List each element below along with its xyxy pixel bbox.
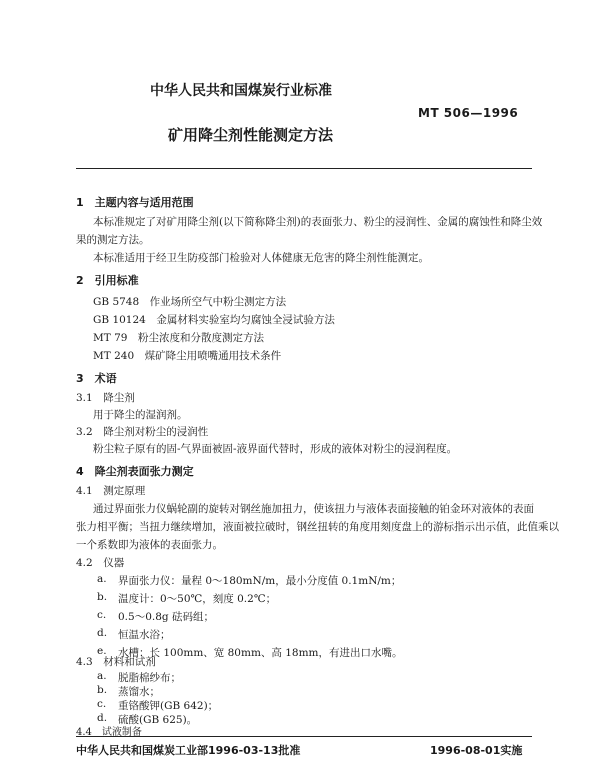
section-2-heading: 2 引用标准 — [76, 274, 139, 287]
header-divider — [76, 168, 532, 169]
list-item: 界面张力仪：量程 0～180mN/m，最小分度值 0.1mN/m； — [118, 575, 402, 587]
list-item: 0.5～0.8g 砝码组； — [118, 611, 214, 623]
section-4-1-heading: 4.1 测定原理 — [76, 485, 146, 497]
list-item: 蒸馏水； — [118, 686, 160, 698]
section-4-4-heading: 4.4 试液制备 — [76, 727, 142, 738]
list-item-label: d. — [97, 627, 108, 639]
section-3-1-text: 用于降尘的湿润剂。 — [93, 409, 188, 421]
section-3-1-heading: 3.1 降尘剂 — [76, 392, 135, 404]
implementation-date: 1996-08-01实施 — [430, 744, 523, 757]
section-1-heading: 1 主题内容与适用范围 — [76, 196, 194, 209]
document-title: 矿用降尘剂性能测定方法 — [168, 126, 334, 144]
section-1-paragraph-2: 本标准适用于经卫生防疫部门检验对人体健康无危害的降尘剂性能测定。 — [93, 252, 429, 264]
reference-item: MT 79 粉尘浓度和分散度测定方法 — [93, 332, 264, 344]
section-1-paragraph-1b: 果的测定方法。 — [76, 234, 150, 246]
list-item-label: b. — [97, 684, 108, 696]
list-item-label: a. — [97, 670, 107, 682]
footer-divider — [76, 736, 532, 737]
reference-item: GB 5748 作业场所空气中粉尘测定方法 — [93, 296, 287, 308]
section-3-2-text: 粉尘粒子原有的固-气界面被固-液界面代替时，形成的液体对粉尘的浸润程度。 — [93, 443, 458, 455]
reference-item: GB 10124 金属材料实验室均匀腐蚀全浸试验方法 — [93, 314, 335, 326]
section-3-2-heading: 3.2 降尘剂对粉尘的浸润性 — [76, 426, 209, 438]
list-item-label: c. — [97, 698, 107, 710]
section-4-3-heading: 4.3 材料和试剂 — [76, 656, 156, 668]
list-item: 重铬酸钾(GB 642)； — [118, 700, 219, 712]
section-4-1-paragraph-line-1: 通过界面张力仪蜗轮副的旋转对钢丝施加扭力，使该扭力与液体表面接触的铂金环对液体的表面 — [93, 503, 534, 515]
section-4-heading: 4 降尘剂表面张力测定 — [76, 465, 194, 478]
section-4-1-paragraph-line-2: 张力相平衡；当扭力继续增加，液面被拉破时，钢丝扭转的角度用刻度盘上的游标指示出示值，此值乘以 — [76, 521, 559, 533]
reference-item: MT 240 煤矿降尘用喷嘴通用技术条件 — [93, 350, 282, 362]
list-item: 水槽：长 100mm、宽 80mm、高 18mm，有进出口水嘴。 — [118, 647, 403, 659]
list-item: 硫酸(GB 625)。 — [118, 714, 198, 726]
approval-statement: 中华人民共和国煤炭工业部1996-03-13批准 — [76, 744, 301, 757]
list-item: 脱脂棉纱布； — [118, 672, 181, 684]
section-3-heading: 3 术语 — [76, 372, 117, 385]
list-item-label: c. — [97, 609, 107, 621]
standard-category-title: 中华人民共和国煤炭行业标准 — [150, 83, 332, 99]
standard-code: MT 506—1996 — [418, 106, 519, 120]
section-4-1-paragraph-line-3: 一个系数即为液体的表面张力。 — [76, 539, 223, 551]
list-item-label: a. — [97, 573, 107, 585]
section-1-paragraph-1a: 本标准规定了对矿用降尘剂(以下简称降尘剂)的表面张力、粉尘的浸润性、金属的腐蚀性和降尘效 — [93, 216, 543, 228]
list-item: 恒温水浴； — [118, 629, 171, 641]
list-item-label: d. — [97, 712, 108, 724]
list-item-label: b. — [97, 591, 108, 603]
list-item-label: e. — [97, 645, 107, 657]
section-4-2-heading: 4.2 仪器 — [76, 557, 125, 569]
list-item: 温度计：0～50℃，刻度 0.2℃； — [118, 593, 277, 605]
